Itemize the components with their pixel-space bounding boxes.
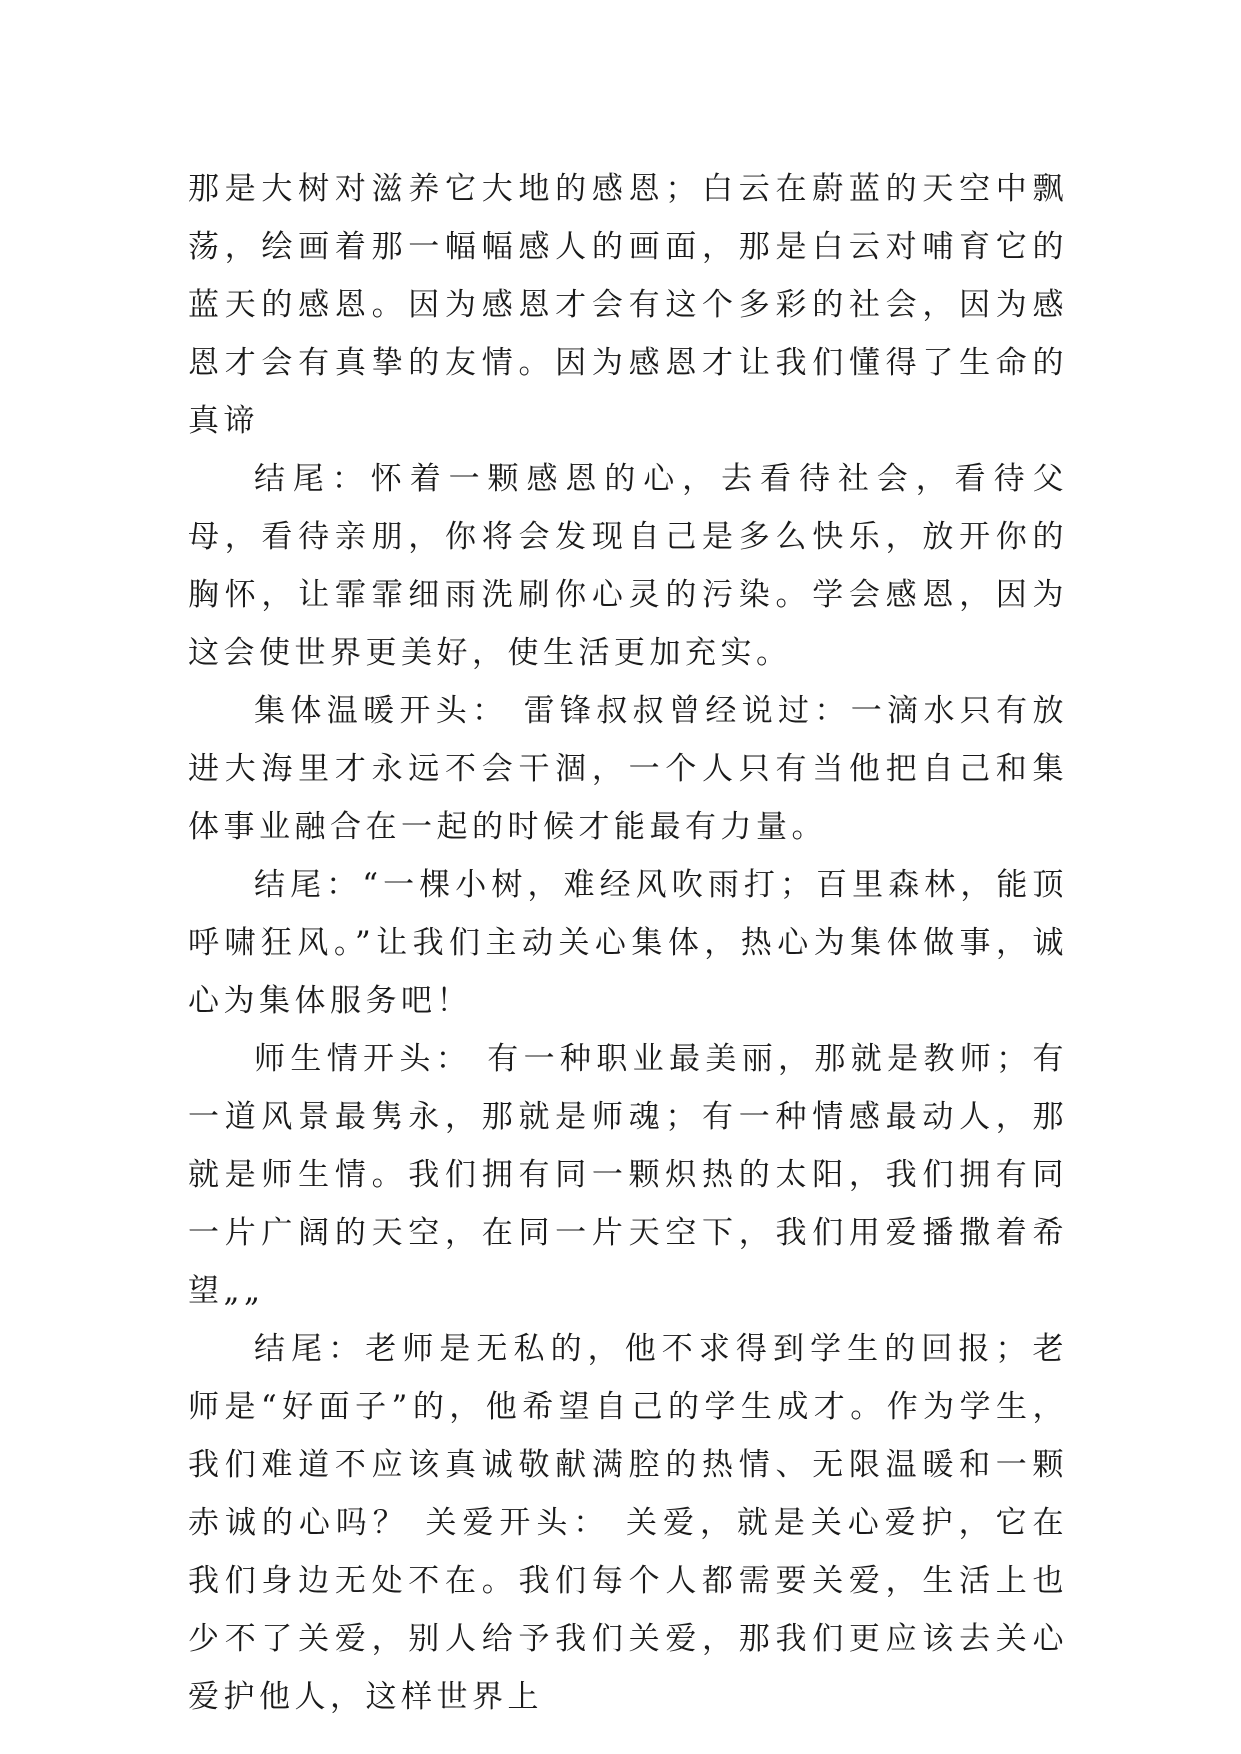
paragraph-4: 结尾：“一棵小树，难经风吹雨打；百里森林，能顶呼啸狂风。”让我们主动关心集体，热心为集体做事，诚心为集体服务吧！: [188, 867, 1068, 1019]
document-body: [188, 160, 1068, 1726]
paragraph-2: 结尾：怀着一颗感恩的心，去看待社会，看待父母，看待亲朋，你将会发现自己是多么快乐，放开你的胸怀，让霏霏细雨洗刷你心灵的污染。学会感恩，因为这会使世界更美好，使生活更加充实。: [188, 461, 1068, 671]
paragraph-6: 结尾：老师是无私的，他不求得到学生的回报；老师是“好面子”的，他希望自己的学生成才。作为学生，我们难道不应该真诚敬献满腔的热情、无限温暖和一颗赤诚的心吗？ 关爱开头： 关爱，就是关心爱护，它在我们身边无处不在。我们每个人都需要关爱，生活上也少不了关爱，别人给予我们关爱，那我们更应该去关心爱护他人，这样世界上: [188, 1331, 1068, 1715]
paragraph-1: 那是大树对滋养它大地的感恩；白云在蔚蓝的天空中飘荡，绘画着那一幅幅感人的画面，那是白云对哺育它的蓝天的感恩。因为感恩才会有这个多彩的社会，因为感恩才会有真挚的友情。因为感恩才让我们懂得了生命的真谛: [188, 171, 1068, 439]
paragraph-5: 师生情开头： 有一种职业最美丽，那就是教师；有一道风景最隽永，那就是师魂；有一种情感最动人，那就是师生情。我们拥有同一颗炽热的太阳，我们拥有同一片广阔的天空，在同一片天空下，我们用爱播撒着希望„„: [188, 1041, 1068, 1309]
paragraph-3: 集体温暖开头： 雷锋叔叔曾经说过：一滴水只有放进大海里才永远不会干涸，一个人只有当他把自己和集体事业融合在一起的时候才能最有力量。: [188, 693, 1068, 845]
